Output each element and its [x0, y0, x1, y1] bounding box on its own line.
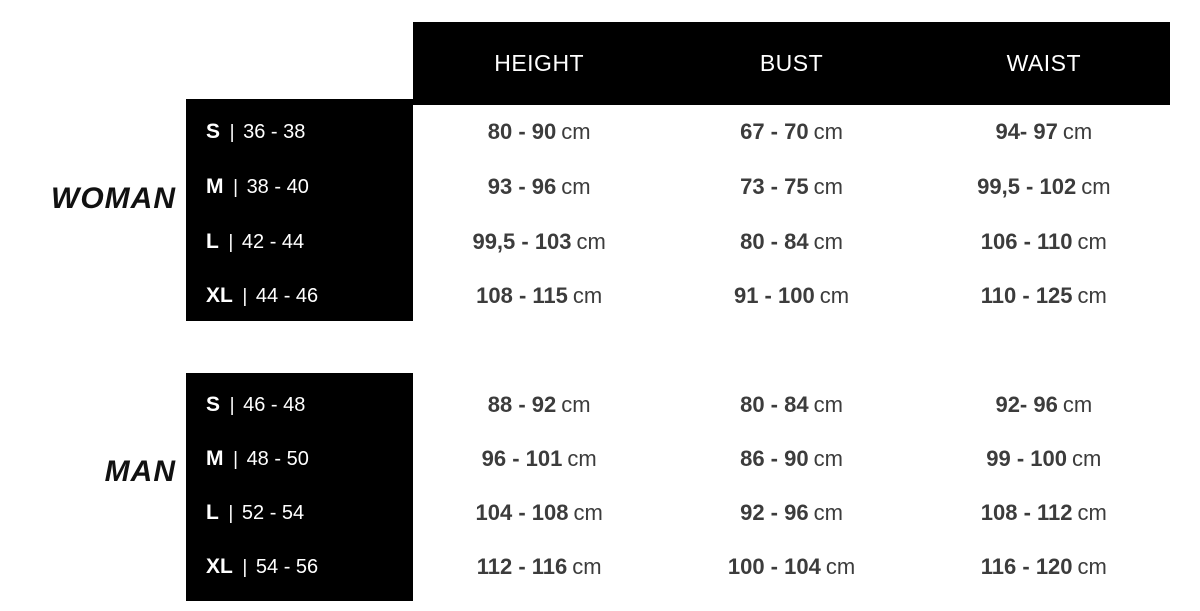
- bust-value: 67 - 70: [740, 118, 809, 144]
- size-label: L: [206, 500, 219, 524]
- bust-cell: [665, 392, 917, 418]
- bust-value: 86 - 90: [740, 445, 809, 471]
- waist-value: 116 - 120: [980, 553, 1073, 579]
- column-header-bust: BUST: [759, 50, 824, 76]
- unit-label: cm: [561, 391, 591, 417]
- waist-cell: [918, 174, 1170, 200]
- bust-cell: [665, 119, 917, 145]
- unit-label: cm: [1077, 553, 1107, 579]
- height-value: 108 - 115: [476, 282, 568, 308]
- size-separator: |: [228, 231, 234, 253]
- unit-label: cm: [819, 282, 850, 308]
- unit-label: cm: [573, 499, 603, 525]
- table-row: [186, 214, 1170, 269]
- waist-cell: [918, 119, 1170, 145]
- height-value: 104 - 108: [475, 499, 569, 525]
- height-cell: [413, 229, 665, 255]
- unit-label: cm: [813, 499, 843, 525]
- bust-cell: [665, 229, 917, 255]
- size-label: XL: [206, 283, 233, 307]
- size-cell: [186, 393, 413, 417]
- table-row: [186, 104, 1170, 159]
- unit-label: cm: [813, 228, 843, 254]
- waist-value: 92- 96: [995, 391, 1058, 417]
- eu-size-label: 46 - 48: [243, 393, 306, 416]
- table-row: [186, 159, 1170, 214]
- waist-value: 99 - 100: [986, 445, 1068, 471]
- bust-value: 92 - 96: [740, 499, 809, 525]
- unit-label: cm: [825, 553, 856, 579]
- bust-cell: [665, 554, 917, 580]
- size-separator: |: [229, 394, 235, 416]
- size-cell: [186, 175, 413, 199]
- table-row: [186, 485, 1170, 540]
- height-value: 99,5 - 103: [472, 228, 572, 254]
- eu-size-label: 54 - 56: [255, 555, 319, 578]
- unit-label: cm: [813, 391, 843, 417]
- bust-value: 100 - 104: [727, 553, 821, 579]
- size-separator: |: [242, 285, 248, 307]
- size-separator: |: [233, 176, 238, 198]
- bust-cell: [665, 283, 917, 309]
- table-row: [186, 539, 1170, 594]
- height-cell: [413, 283, 665, 309]
- waist-cell: [918, 283, 1170, 309]
- unit-label: cm: [572, 282, 603, 308]
- unit-label: cm: [1077, 282, 1107, 308]
- height-cell: [413, 446, 665, 472]
- height-value: 96 - 101: [481, 445, 563, 471]
- size-separator: |: [233, 448, 238, 470]
- eu-size-label: 38 - 40: [246, 175, 309, 198]
- bust-cell: [665, 446, 917, 472]
- bust-value: 91 - 100: [733, 282, 815, 308]
- unit-label: cm: [813, 118, 843, 144]
- unit-label: cm: [561, 118, 591, 144]
- unit-label: cm: [567, 445, 597, 471]
- size-cell: [186, 120, 413, 144]
- unit-label: cm: [1062, 391, 1093, 417]
- size-label: M: [206, 174, 224, 198]
- height-cell: [413, 174, 665, 200]
- eu-size-label: 44 - 46: [255, 284, 319, 307]
- waist-cell: [918, 554, 1170, 580]
- size-cell: [186, 284, 413, 308]
- eu-size-label: 42 - 44: [241, 230, 305, 253]
- bust-value: 80 - 84: [740, 228, 809, 254]
- unit-label: cm: [1062, 118, 1093, 144]
- waist-cell: [918, 392, 1170, 418]
- waist-value: 106 - 110: [980, 228, 1073, 254]
- unit-label: cm: [576, 228, 606, 254]
- eu-size-label: 36 - 38: [243, 120, 306, 143]
- size-separator: |: [228, 502, 234, 524]
- waist-cell: [918, 446, 1170, 472]
- waist-value: 108 - 112: [980, 499, 1073, 525]
- table-row: [186, 377, 1170, 432]
- size-label: S: [206, 119, 221, 143]
- waist-cell: [918, 229, 1170, 255]
- size-cell: [186, 501, 413, 525]
- unit-label: cm: [813, 445, 843, 471]
- bust-cell: [665, 174, 917, 200]
- eu-size-label: 52 - 54: [241, 501, 305, 524]
- table-header-row: [413, 22, 1170, 105]
- waist-value: 110 - 125: [980, 282, 1073, 308]
- unit-label: cm: [1077, 228, 1107, 254]
- size-cell: [186, 555, 413, 579]
- waist-cell: [918, 500, 1170, 526]
- height-cell: [413, 500, 665, 526]
- size-separator: |: [229, 121, 235, 143]
- size-label: M: [206, 446, 224, 470]
- bust-value: 80 - 84: [740, 391, 809, 417]
- eu-size-label: 48 - 50: [246, 447, 309, 470]
- unit-label: cm: [572, 553, 602, 579]
- height-cell: [413, 392, 665, 418]
- bust-value: 73 - 75: [740, 173, 809, 199]
- unit-label: cm: [813, 173, 843, 199]
- unit-label: cm: [1077, 499, 1107, 525]
- column-header-height: HEIGHT: [494, 50, 585, 76]
- table-row: [186, 431, 1170, 486]
- group-label-woman: WOMAN: [51, 182, 176, 215]
- unit-label: cm: [561, 173, 591, 199]
- column-header-waist: WAIST: [1006, 50, 1082, 76]
- size-label: XL: [206, 554, 233, 578]
- height-value: 88 - 92: [487, 391, 557, 417]
- height-value: 80 - 90: [487, 118, 557, 144]
- group-label-man: MAN: [104, 455, 176, 488]
- height-cell: [413, 554, 665, 580]
- size-cell: [186, 447, 413, 471]
- size-separator: |: [242, 556, 248, 578]
- size-label: L: [206, 229, 219, 253]
- size-label: S: [206, 392, 221, 416]
- bust-cell: [665, 500, 917, 526]
- waist-value: 99,5 - 102: [977, 173, 1077, 199]
- table-row: [186, 268, 1170, 323]
- waist-value: 94- 97: [995, 118, 1058, 144]
- unit-label: cm: [1072, 445, 1102, 471]
- height-cell: [413, 119, 665, 145]
- unit-label: cm: [1081, 173, 1111, 199]
- size-cell: [186, 230, 413, 254]
- height-value: 93 - 96: [487, 173, 557, 199]
- height-value: 112 - 116: [476, 553, 568, 579]
